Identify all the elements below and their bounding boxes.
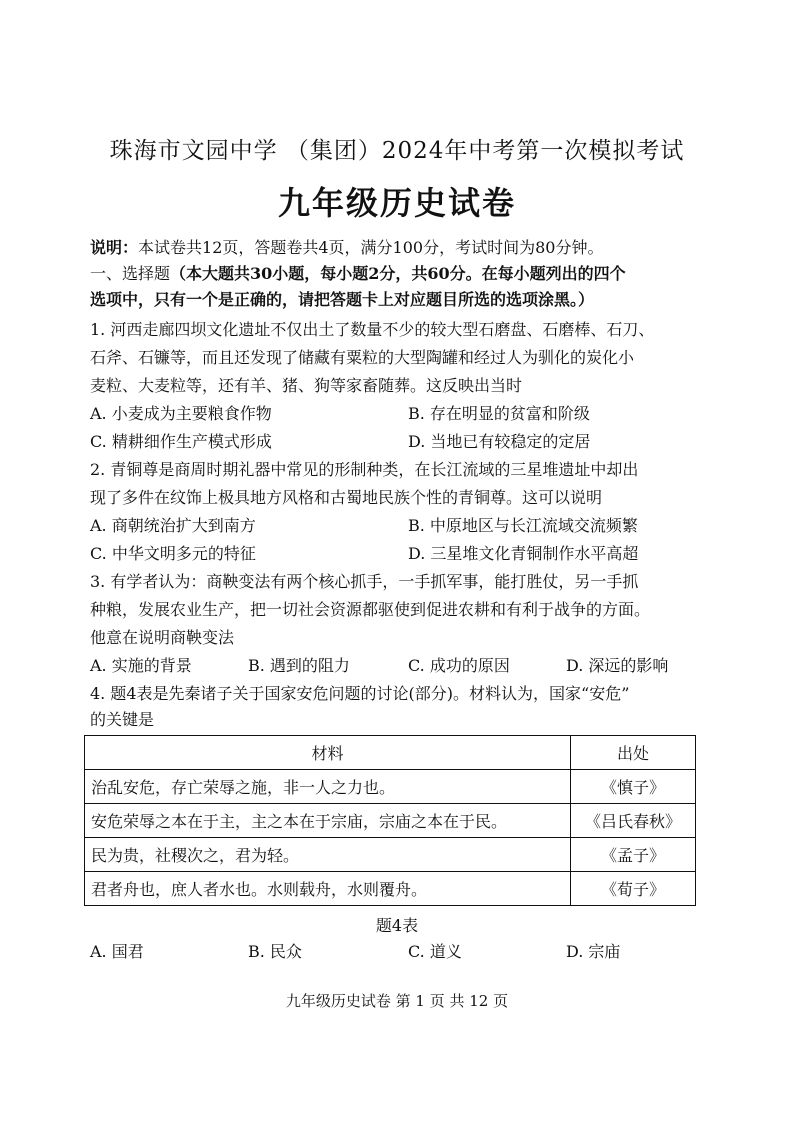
- instructions-label: 说明：: [90, 238, 139, 257]
- table-header-material: 材料: [85, 736, 571, 770]
- q4-option-c: C. 道义: [408, 942, 462, 961]
- section-heading: [90, 263, 626, 285]
- table-cell-material: 民为贵，社稷次之，君为轻。: [85, 838, 571, 872]
- q2-line-2: 现了多件在纹饰上极具地方风格和古蜀地民族个性的青铜尊。这可以说明: [90, 488, 603, 507]
- q3-option-a: A. 实施的背景: [90, 656, 192, 675]
- q1-option-c: C. 精耕细作生产模式形成: [90, 432, 272, 451]
- table-cell-material: 治乱安危，存亡荣辱之施，非一人之力也。: [85, 770, 571, 804]
- q3-line-2: 种粮，发展农业生产，把一切社会资源都驱使到促进农耕和有利于战争的方面。: [90, 600, 651, 619]
- q2-option-d: D. 三星堆文化青铜制作水平高超: [408, 544, 639, 563]
- q1-line-3: 麦粒、大麦粒等，还有羊、猪、狗等家畜随葬。这反映出当时: [90, 376, 523, 395]
- table-cell-material: 安危荣辱之本在于主，主之本在于宗庙，宗庙之本在于民。: [85, 804, 571, 838]
- section-note-1: （本大题共30小题，每小题2分，共60分。在每小题列出的四个: [170, 264, 626, 283]
- q1-option-d: D. 当地已有较稳定的定居: [408, 432, 591, 451]
- source-table: [84, 735, 696, 906]
- exam-title: 珠海市文园中学 （集团）2024年中考第一次模拟考试: [109, 138, 685, 164]
- table-row: [85, 838, 696, 872]
- table-cell-source: 《孟子》: [571, 838, 696, 872]
- table-cell-source: 《慎子》: [571, 770, 696, 804]
- table-row: [85, 804, 696, 838]
- q3-option-c: C. 成功的原因: [408, 656, 510, 675]
- q3-line-3: 他意在说明商鞅变法: [90, 628, 235, 647]
- q2-option-a: A. 商朝统治扩大到南方: [90, 516, 256, 535]
- q1-option-a: A. 小麦成为主要粮食作物: [90, 404, 272, 423]
- table-row: [85, 770, 696, 804]
- q4-option-b: B. 民众: [248, 942, 302, 961]
- q3-line-1: 3. 有学者认为：商鞅变法有两个核心抓手，一手抓军事，能打胜仗，另一手抓: [90, 572, 639, 591]
- q4-line-1: 4. 题4表是先秦诸子关于国家安危问题的讨论(部分)。材料认为，国家“安危”: [90, 684, 630, 703]
- table-cell-material: 君者舟也，庶人者水也。水则载舟，水则覆舟。: [85, 872, 571, 906]
- instructions-text: 本试卷共12页，答题卷共4页，满分100分，考试时间为80分钟。: [138, 238, 604, 257]
- q2-option-b: B. 中原地区与长江流域交流频繁: [408, 516, 638, 535]
- table-cell-source: 《吕氏春秋》: [571, 804, 696, 838]
- section-title: 一、选择题: [90, 264, 171, 283]
- q3-option-d: D. 深远的影响: [566, 656, 669, 675]
- q1-line-1: 1. 河西走廊四坝文化遗址不仅出土了数量不少的较大型石磨盘、石磨棒、石刀、: [90, 320, 655, 339]
- q2-line-1: 2. 青铜尊是商周时期礼器中常见的形制种类，在长江流域的三星堆遗址中却出: [90, 460, 639, 479]
- table-header-row: [85, 736, 696, 770]
- page-footer: 九年级历史试卷 第 1 页 共 12 页: [285, 992, 509, 1010]
- q2-option-c: C. 中华文明多元的特征: [90, 544, 256, 563]
- q4-option-a: A. 国君: [90, 942, 144, 961]
- q1-option-b: B. 存在明显的贫富和阶级: [408, 404, 590, 423]
- q3-option-b: B. 遇到的阻力: [248, 656, 350, 675]
- q1-line-2: 石斧、石镰等，而且还发现了储藏有粟粒的大型陶罐和经过人为驯化的炭化小: [90, 348, 635, 367]
- q4-line-2: 的关键是: [90, 710, 155, 729]
- exam-subtitle: 九年级历史试卷: [277, 184, 516, 222]
- q4-option-d: D. 宗庙: [566, 942, 621, 961]
- table-cell-source: 《荀子》: [571, 872, 696, 906]
- instructions: [90, 237, 603, 259]
- table-row: [85, 872, 696, 906]
- table-header-source: 出处: [571, 736, 696, 770]
- section-note-2: 选项中，只有一个是正确的，请把答题卡上对应题目所选的选项涂黑。）: [90, 290, 595, 309]
- table-caption: 题4表: [375, 916, 419, 935]
